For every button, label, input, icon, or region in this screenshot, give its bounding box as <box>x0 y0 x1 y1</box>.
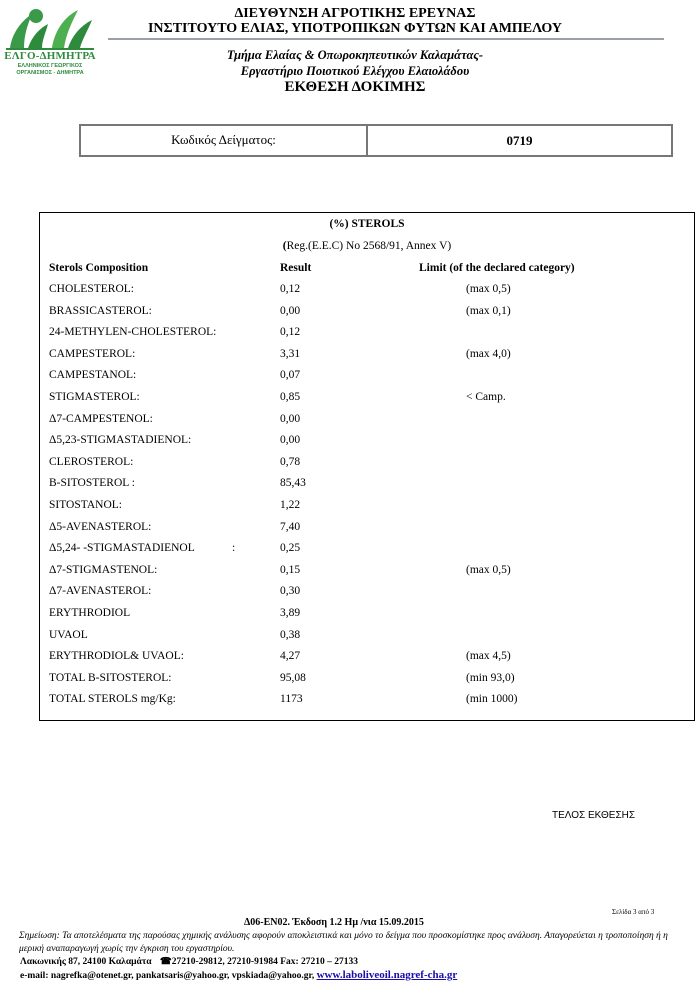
sterol-name: SITOSTANOL: <box>49 499 122 511</box>
sterol-row <box>0 521 700 541</box>
sterol-name: Δ5,23-STIGMASTADIENOL: <box>49 434 192 447</box>
sterol-limit: (min 1000) <box>466 693 518 706</box>
column-header-limit: Limit (of the declared category) <box>419 262 575 274</box>
phone-icon: ☎ <box>159 957 172 967</box>
sterol-limit: < Camp. <box>466 391 506 403</box>
sterol-result: 0,00 <box>280 412 301 425</box>
email-line <box>20 969 457 981</box>
sterol-result: 0,00 <box>280 434 301 447</box>
sterol-name: CHOLESTEROL: <box>49 283 134 295</box>
logo-subtitle <box>2 63 98 77</box>
column-header-composition: Sterols Composition <box>49 262 149 274</box>
sterol-name: Δ5-AVENASTEROL: <box>49 520 152 533</box>
phone-numbers: 27210-29812, 27210-91984 Fax: 27210 – 27133 <box>171 957 359 967</box>
sterol-name: 24-METHYLEN-CHOLESTEROL: <box>49 326 217 339</box>
header-institute: ΙΝΣΤΙΤΟΥΤΟ ΕΛΙΑΣ, ΥΠΟΤΡΟΠΙΚΩΝ ΦΥΤΩΝ ΚΑΙ ΑΜΠΕΛΟΥ <box>147 21 562 36</box>
sterol-name: TOTAL B-SITOSTEROL: <box>49 671 172 684</box>
sterol-row <box>0 607 700 627</box>
sterol-row <box>0 283 700 303</box>
website-link[interactable]: www.laboliveoil.nagref-cha.gr <box>316 969 458 981</box>
sterol-row <box>0 477 700 497</box>
logo-title: ΕΛΓΟ-ΔΗΜΗΤΡΑ <box>4 50 96 62</box>
sterol-limit: (max 4,5) <box>466 650 511 663</box>
sterol-result: 4,27 <box>280 650 301 663</box>
sample-code-label: Κωδικός Δείγματος: <box>171 132 276 147</box>
sterol-result: 0,12 <box>280 326 301 339</box>
sterol-row <box>0 326 700 346</box>
sterol-name: Δ7-CAMPESTENOL: <box>49 412 153 425</box>
sterol-row <box>0 391 700 411</box>
sterol-limit: (max 0,5) <box>466 283 511 295</box>
sterol-row <box>0 499 700 519</box>
sterol-name: UVAOL <box>49 628 88 641</box>
sterol-limit: (max 0,5) <box>466 563 511 576</box>
sterol-limit: (max 4,0) <box>466 347 511 360</box>
sterol-colon: : <box>232 542 236 555</box>
column-header-result: Result <box>280 262 312 274</box>
sterol-name: CAMPESTEROL: <box>49 347 136 360</box>
sterol-row <box>0 585 700 605</box>
sterol-row <box>0 348 700 368</box>
sterols-title: (%) STEROLS <box>329 218 405 230</box>
sterol-name: ERYTHRODIOL <box>49 607 131 619</box>
logo-subtitle-line-2: ΟΡΓΑΝΙΣΜΟΣ - ΔΗΜΗΤΡΑ <box>16 70 84 76</box>
document-reference: Δ06-ΕΝ02. Έκδοση 1.2 Ημ /νια 15.09.2015 <box>244 917 424 928</box>
sterol-name: BRASSICASTEROL: <box>49 304 152 317</box>
sterol-result: 0,85 <box>280 391 301 403</box>
sterol-name: TOTAL STEROLS mg/Kg: <box>49 693 176 706</box>
sterol-result: 0,25 <box>280 542 301 555</box>
sterols-regulation <box>40 240 694 252</box>
sterol-row <box>0 456 700 476</box>
sterol-result: 0,15 <box>280 563 301 576</box>
sterol-limit: (max 0,1) <box>466 304 511 317</box>
sterol-name: B-SITOSTEROL : <box>49 477 135 490</box>
sterol-row <box>0 650 700 670</box>
sample-code-value: 0719 <box>506 133 533 148</box>
sterol-row <box>0 542 700 562</box>
header-department: Τμήμα Ελαίας & Οπωροκηπευτικών Καλαμάτας- <box>226 48 484 62</box>
sterol-row <box>0 305 700 325</box>
page-number: Σελίδα 3 από 3 <box>612 908 655 916</box>
logo-subtitle-line-1: ΕΛΛΗΝΙΚΟΣ ΓΕΩΡΓΙΚΟΣ <box>17 63 83 69</box>
sterol-name: ERYTHRODIOL& UVAOL: <box>49 650 184 663</box>
regulation-open-paren: ( <box>282 240 287 252</box>
sterol-name: Δ7-AVENASTEROL: <box>49 585 152 598</box>
sterol-limit: (min 93,0) <box>466 671 515 684</box>
sterol-result: 95,08 <box>280 671 306 684</box>
sterol-result: 0,30 <box>280 585 301 598</box>
report-title: ΕΚΘΕΣΗ ΔΟΚΙΜΗΣ <box>284 79 426 95</box>
sterol-result: 0,12 <box>280 283 301 295</box>
sterol-name: Δ5,24- -STIGMASTADIENOL <box>49 542 195 555</box>
sterol-result: 1173 <box>280 693 303 706</box>
sterol-row <box>0 434 700 454</box>
sterol-row <box>0 672 700 692</box>
address: Λακωνικής 87, 24100 Καλαμάτα <box>20 957 152 967</box>
sterol-name: STIGMASTEROL: <box>49 391 140 403</box>
sterol-name: CAMPESTANOL: <box>49 369 137 382</box>
sterol-result: 0,38 <box>280 628 301 641</box>
address-line <box>20 956 358 967</box>
header-laboratory: Εργαστήριο Ποιοτικού Ελέγχου Ελαιολάδου <box>240 64 470 78</box>
sterol-result: 0,07 <box>280 369 301 382</box>
regulation-text: Reg.(E.E.C) No 2568/91, Annex V) <box>286 240 452 252</box>
sterol-name: CLEROSTEROL: <box>49 455 134 468</box>
email-addresses: e-mail: nagrefka@otenet.gr, pankatsaris@yahoo.gr, vpskiada@yahoo.gr, <box>20 971 315 981</box>
sterol-result: 1,22 <box>280 499 301 511</box>
sterol-result: 3,31 <box>280 347 301 360</box>
sterol-name: Δ7-STIGMASTENOL: <box>49 563 158 576</box>
sterol-result: 85,43 <box>280 477 306 490</box>
sterol-result: 7,40 <box>280 520 301 533</box>
sterol-result: 3,89 <box>280 607 301 619</box>
sterol-row <box>0 693 700 713</box>
header-directorate: ΔΙΕΥΘΥΝΣΗ ΑΓΡΟΤΙΚΗΣ ΕΡΕΥΝΑΣ <box>234 6 476 21</box>
sterol-result: 0,78 <box>280 455 301 468</box>
header-divider <box>108 38 664 40</box>
sterol-result: 0,00 <box>280 304 301 317</box>
sterol-row <box>0 564 700 584</box>
sterol-row <box>0 369 700 389</box>
end-of-report: ΤΕΛΟΣ ΕΚΘΕΣΗΣ <box>552 810 636 821</box>
disclaimer-note: Σημείωση: Τα αποτελέσματα της παρούσας χημικής ανάλυσης αφορούν αποκλειστικά και μόνο το δείγμα που προσκομίστηκε προς ανάλυση. Απαγορεύεται η τροποποίηση ή η μερική αναπαραγωγή χωρίς την έγκριση του εργαστηρίου. <box>19 931 668 954</box>
sterol-row <box>0 629 700 649</box>
sterol-row <box>0 413 700 433</box>
